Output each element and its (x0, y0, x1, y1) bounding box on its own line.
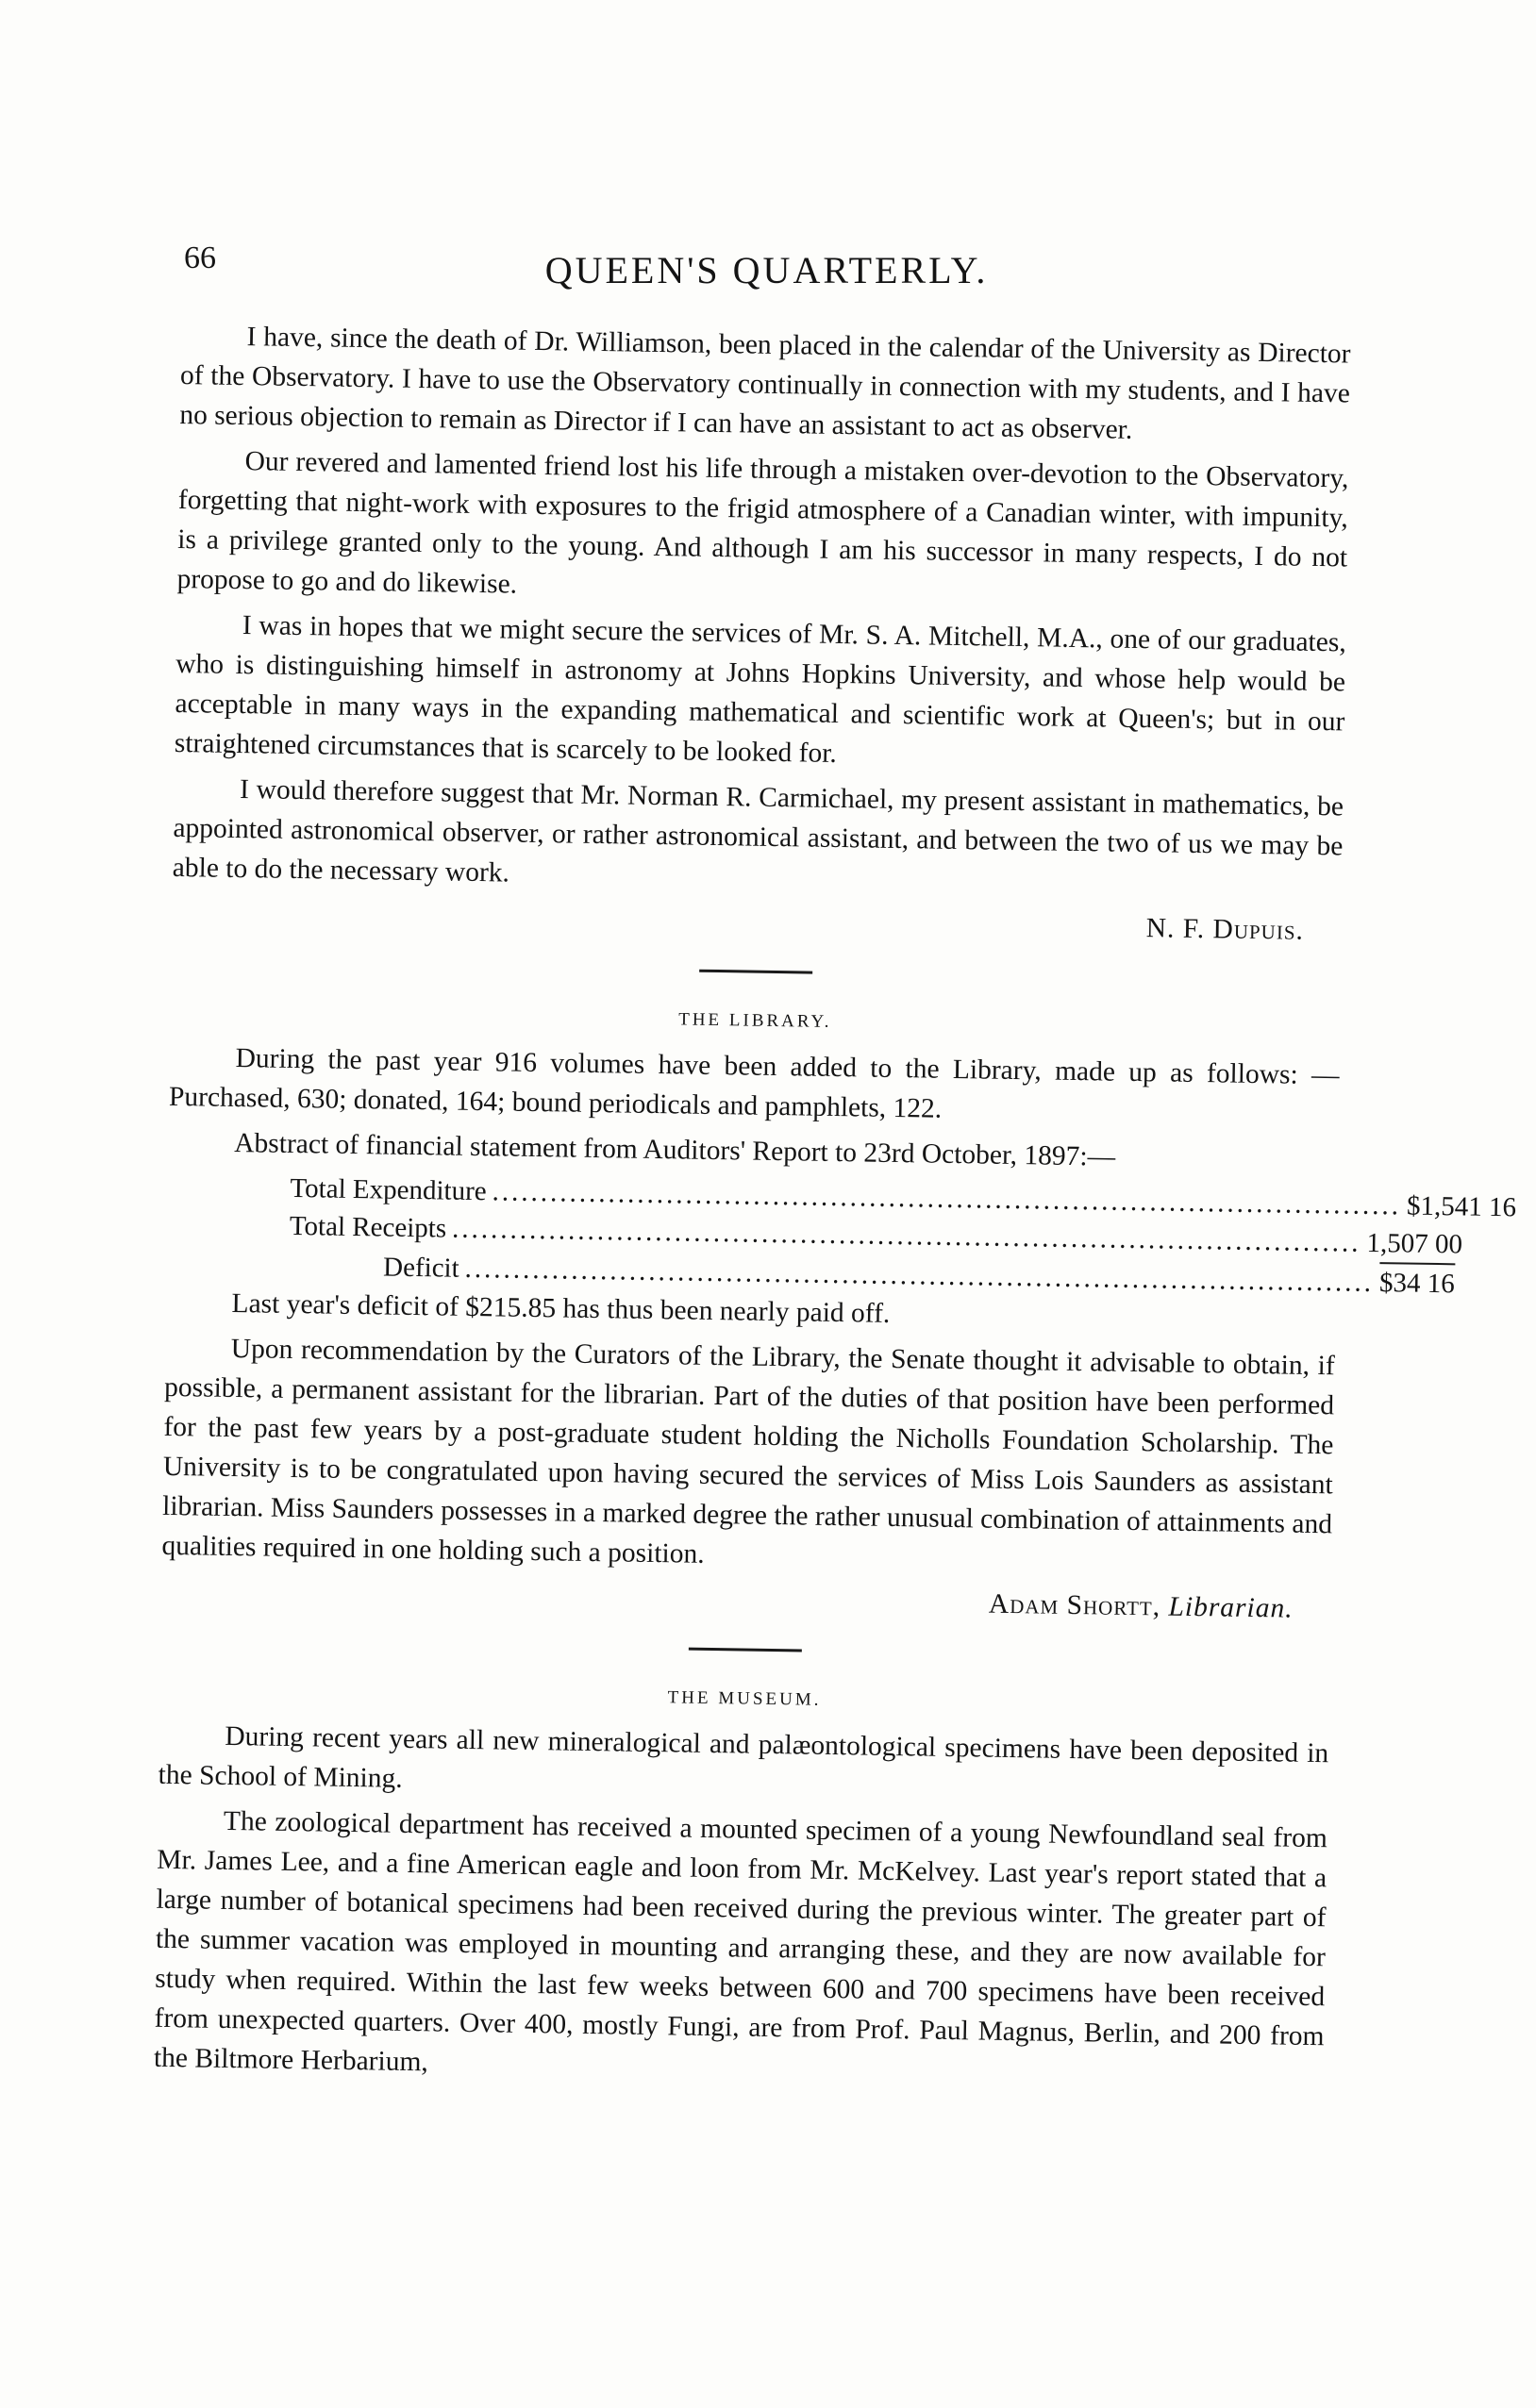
signature-role: Librarian. (1168, 1591, 1294, 1624)
receipts-label: Total Receipts (289, 1210, 447, 1244)
leader-dots: .............................................................................................. (464, 1253, 1375, 1298)
abstract-intro: Abstract of financial statement from Auditors' Report to 23rd October, 1897:— (233, 1127, 1116, 1172)
leader-dots: .............................................................................................. (451, 1213, 1361, 1258)
paragraph: Last year's deficit of $215.85 has thus been nearly paid off. (231, 1287, 891, 1329)
financial-statement (166, 1168, 1517, 1301)
paragraph: During recent years all new mineralogical and palæontological specimens have been deposited in the School of Mining. (158, 1720, 1329, 1794)
paragraph: Our revered and lamented friend lost his life through a mistaken over-devotion to the Observatory, forgetting that night-work with exposures to the frigid atmosphere of a Canadian winter, with impunity, is a privilege granted only to the young. And although I am his successor in many respects, I do not propose to go and do likewise. (176, 446, 1349, 600)
page-header (184, 241, 1349, 297)
signature-name: Adam Shortt, (988, 1588, 1161, 1622)
library-heading: THE LIBRARY. (678, 1009, 832, 1032)
paragraph: I was in hopes that we might secure the services of Mr. S. A. Mitchell, M.A., one of our graduates, who is distinguishing himself in astronomy at Johns Hopkins University, and whose help would be acceptable in many ways in the expanding mathematical and scientific work at Queen's; but in our straightened circumstances that is scarcely to be looked for. (174, 610, 1346, 769)
section-divider (699, 970, 812, 974)
receipts-value: 1,507 00 (1366, 1227, 1463, 1260)
paragraph: I would therefore suggest that Mr. Norman R. Carmichael, my present assistant in mathematics, be appointed astronomical observer, or rather astronomical assistant, and between the two of us we may be able to do the necessary work. (172, 774, 1344, 888)
paragraph: During the past year 916 volumes have been added to the Library, made up as follows: — Purchased, 630; donated, 164; bound periodicals and pamphlets, 122. (168, 1043, 1340, 1124)
section-divider (689, 1648, 802, 1652)
page-number: 66 (184, 241, 216, 275)
observatory-signature: N. F. Dupuis. (1145, 913, 1305, 946)
deficit-label: Deficit (382, 1252, 459, 1284)
expenditure-value: $1,541 16 (1406, 1190, 1517, 1223)
paragraph: Upon recommendation by the Curators of the Library, the Senate thought it advisable to obtain, if possible, a permanent assistant for the librarian. Part of the duties of that position have been performed for the past few years by a post-graduate student holding the Nicholls Foundation Scholarship. The University is to be congratulated upon having secured the services of Miss Lois Saunders as assistant librarian. Miss Saunders possesses in a marked degree the rather unusual combination of attainments and qualities required in one holding such a position. (161, 1333, 1335, 1569)
museum-section (154, 1670, 1330, 2096)
paragraph: I have, since the death of Dr. Williamson, been placed in the calendar of the University as Director of the Observatory. I have to use the Observatory continually in connection with my students, and I have no serious objection to remain as Director if I can have an assistant to act as observer. (179, 322, 1351, 445)
deficit-value: $34 16 (1379, 1262, 1455, 1303)
leader-dots: .............................................................................................. (492, 1176, 1402, 1221)
museum-heading: THE MUSEUM. (667, 1687, 822, 1710)
expenditure-label: Total Expenditure (290, 1172, 487, 1207)
article-body (153, 316, 1517, 2101)
running-title: QUEEN'S QUARTERLY. (544, 249, 989, 291)
paragraph: The zoological department has received a mounted specimen of a young Newfoundland seal from Mr. James Lee, and a fine American eagle and loon from Mr. McKelvey. Last year's report stated that a large number of botanical specimens had been received during the previous winter. The greater part of the summer vacation was employed in mounting and arranging these, and they are now available for study when required. Within the last few weeks between 600 and 700 specimens have been received from unexpected quarters. Over 400, mostly Fungi, are from Prof. Paul Magnus, Berlin, and 200 from the Biltmore Herbarium, (153, 1805, 1328, 2078)
library-section (160, 992, 1517, 1629)
observatory-section (172, 316, 1351, 951)
